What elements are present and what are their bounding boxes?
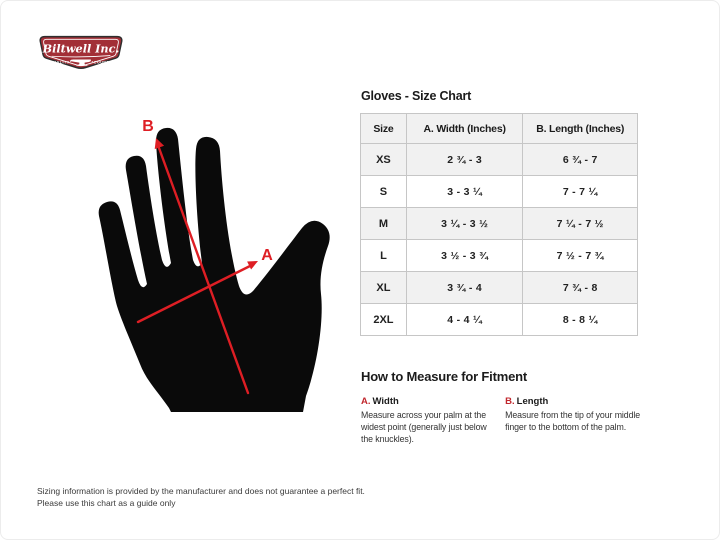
sizing-disclaimer: [37, 486, 365, 509]
column-header-length: B. Length (Inches): [523, 114, 638, 144]
width-cell: 3 - 3 ¼: [406, 176, 523, 208]
column-header-width: A. Width (Inches): [406, 114, 523, 144]
label-b: B: [142, 118, 154, 135]
length-cell: 7 ¾ - 8: [523, 272, 638, 304]
size-cell: L: [361, 240, 407, 272]
measure-length-label: [505, 396, 649, 407]
measure-section-title: How to Measure for Fitment: [361, 369, 527, 384]
biltwell-logo: [37, 34, 125, 74]
size-chart-table: [360, 113, 638, 336]
measure-length-text: Measure from the tip of your middle finger to the bottom of the palm.: [505, 410, 641, 432]
table-row-l: [361, 240, 638, 272]
measure-name-length: Length: [516, 396, 549, 407]
column-header-size: Size: [361, 114, 407, 144]
measure-name-width: Width: [372, 396, 399, 407]
measure-key-a: A.: [361, 396, 371, 407]
measure-width-text: Measure across your palm at the widest point (generally just below the knuckles).: [361, 410, 487, 444]
length-cell: 7 ½ - 7 ¾: [523, 240, 638, 272]
tagline-counts: "COUNTS": [91, 60, 115, 65]
measure-width-label: [361, 396, 495, 407]
length-cell: 6 ¾ - 7: [523, 144, 638, 176]
disclaimer-line-1: Sizing information is provided by the manufacturer and does not guarantee a perfect fit.: [37, 486, 365, 496]
width-cell: 4 - 4 ¼: [406, 304, 523, 336]
size-cell: M: [361, 208, 407, 240]
width-cell: 3 ¾ - 4: [406, 272, 523, 304]
length-cell: 7 ¼ - 7 ½: [523, 208, 638, 240]
brand-name: Biltwell Inc.: [42, 41, 120, 56]
disclaimer-line-2: Please use this chart as a guide only: [37, 497, 176, 508]
width-cell: 2 ¾ - 3: [406, 144, 523, 176]
size-cell: XS: [361, 144, 407, 176]
arrowhead-a-icon: [247, 261, 258, 270]
table-header-row: [361, 114, 638, 144]
table-row-s: [361, 176, 638, 208]
size-chart-title: Gloves - Size Chart: [361, 89, 472, 103]
label-a: A: [261, 247, 273, 264]
tagline-quality: "QUALITY": [47, 60, 73, 65]
width-cell: 3 ¼ - 3 ½: [406, 208, 523, 240]
how-to-measure-section: [361, 369, 649, 446]
hand-silhouette: [99, 128, 330, 412]
measure-width-instructions: [361, 396, 495, 446]
table-row-xl: [361, 272, 638, 304]
hand-measurement-diagram: [86, 107, 341, 419]
table-row-m: [361, 208, 638, 240]
measure-key-b: B.: [505, 396, 515, 407]
width-cell: 3 ½ - 3 ¾: [406, 240, 523, 272]
size-cell: S: [361, 176, 407, 208]
measure-length-instructions: [505, 396, 649, 446]
length-cell: 7 - 7 ¼: [523, 176, 638, 208]
size-cell: 2XL: [361, 304, 407, 336]
table-row-2xl: [361, 304, 638, 336]
table-row-xs: [361, 144, 638, 176]
length-cell: 8 - 8 ¼: [523, 304, 638, 336]
size-cell: XL: [361, 272, 407, 304]
